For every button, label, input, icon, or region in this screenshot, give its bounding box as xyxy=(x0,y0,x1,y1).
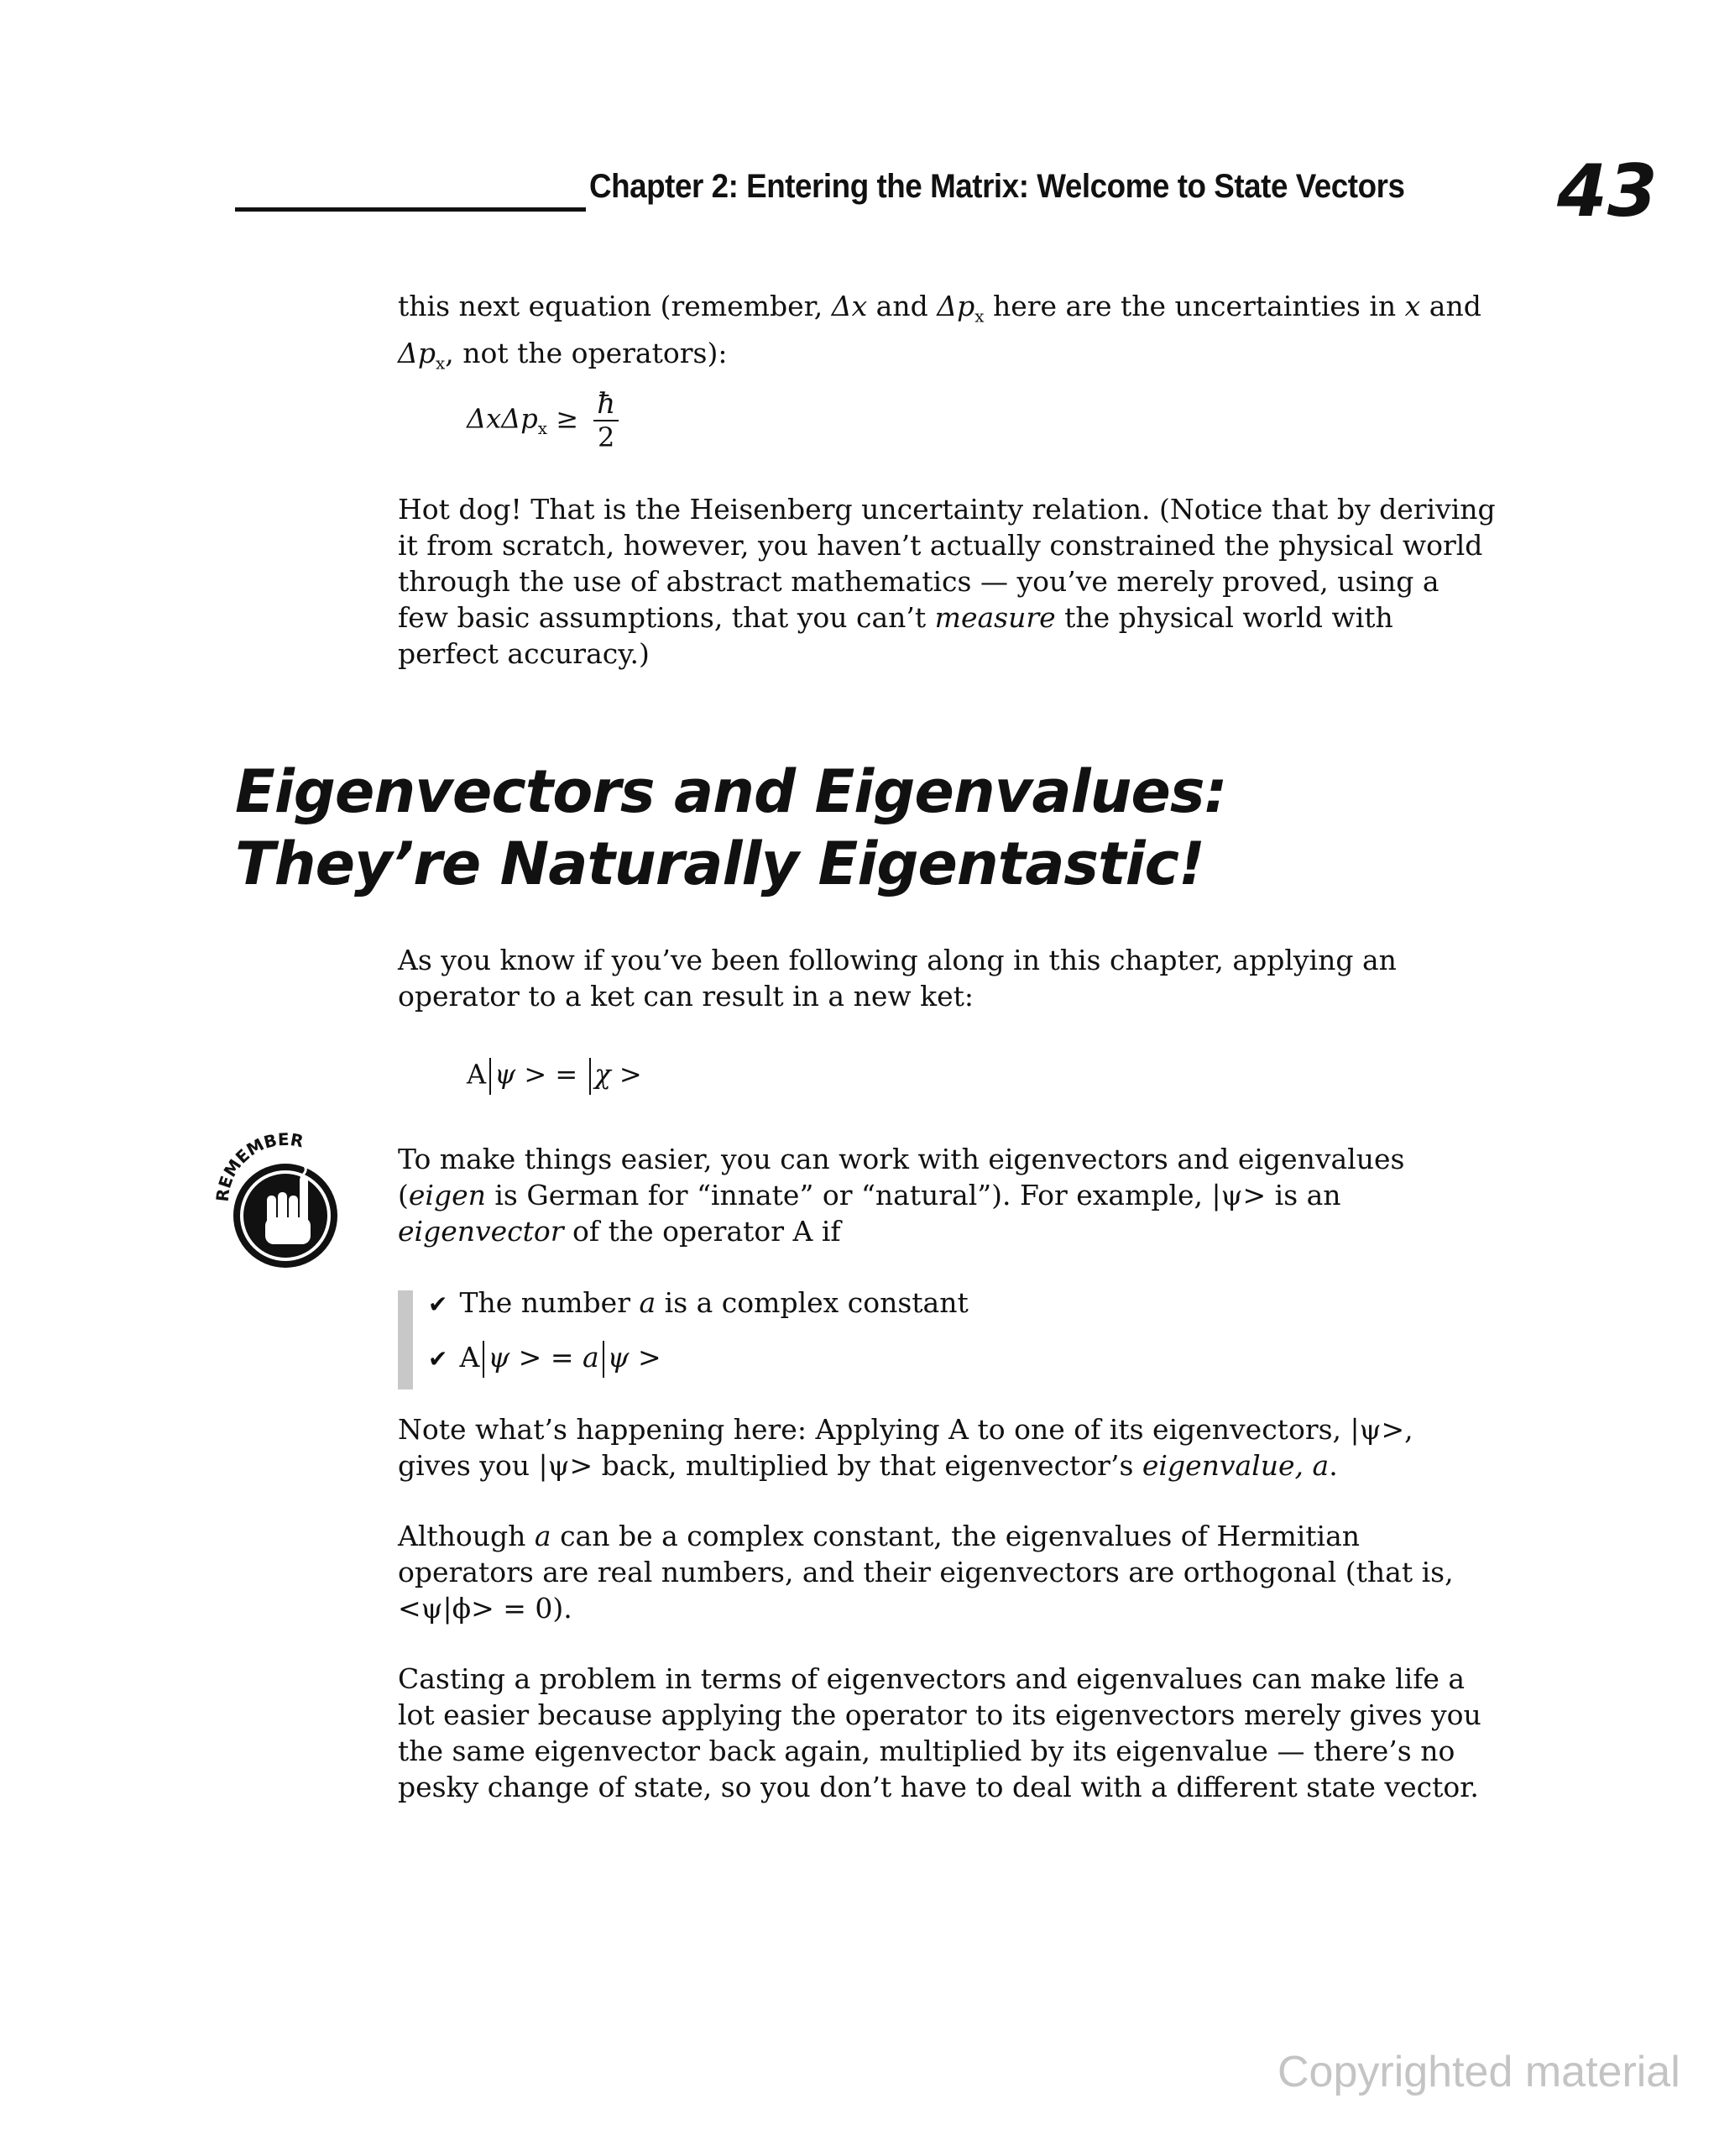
ket-equation: A ψ > = χ > xyxy=(467,1058,642,1095)
operator-paragraph: As you know if you’ve been following along in this chapter, applying an operator to a ket can result in a new ket: xyxy=(398,944,1397,1013)
casting-paragraph: Casting a problem in terms of eigenvectors and eigenvalues can make life a lot easier because applying the operator to its eigenvectors merely gives you the same eigenvector back again, multiplied by its eigenvalue — there’s no pesky change of state, so you don’t have to deal with a different state vector. xyxy=(398,1662,1481,1803)
intro-paragraph: this next equation (remember, Δx and $\Delta p_x$ here are the uncertainties in x and $\Delta p_x$, not the operators): xyxy=(398,290,1481,374)
uncertainty-equation: ΔxΔp$_x$ ≥ $\frac{ħ}{2}$ xyxy=(467,388,619,453)
page-number: 43 xyxy=(1557,149,1658,233)
hermitian-paragraph: Although a can be a complex constant, the eigenvalues of Hermitian operators are real numbers, and their eigenvectors are orthogonal (that is, <ψ|ϕ> = 0). xyxy=(398,1520,1454,1625)
list-bar xyxy=(398,1290,413,1389)
list-item: ✔ A ψ > = a ψ > xyxy=(428,1341,661,1378)
section-heading xyxy=(235,756,1227,900)
check-icon: ✔ xyxy=(428,1345,448,1373)
list-item: ✔ The number a is a complex constant xyxy=(428,1286,969,1319)
heading-line-1: Eigenvectors and Eigenvalues: xyxy=(235,757,1227,826)
note-paragraph: Note what’s happening here: Applying A to one of its eigenvectors, |ψ>, gives you |ψ> back, multiplied by that eigenvector’s eigenvalue, a. xyxy=(398,1413,1413,1482)
heading-line-2: They’re Naturally Eigentastic! xyxy=(235,829,1204,898)
check-icon: ✔ xyxy=(428,1290,448,1318)
header-rule xyxy=(235,207,586,212)
running-head: Chapter 2: Entering the Matrix: Welcome to State Vectors xyxy=(589,168,1405,205)
eigen-paragraph: To make things easier, you can work with eigenvectors and eigenvalues (eigen is German for “innate” or “natural”). For example, |ψ> is an eigenvector of the operator A if xyxy=(398,1143,1405,1248)
copyright-watermark: Copyrighted material xyxy=(1277,2048,1680,2096)
remember-icon xyxy=(210,1125,361,1276)
heisenberg-paragraph: Hot dog! That is the Heisenberg uncertainty relation. (Notice that by deriving it from scratch, however, you haven’t actually constrained the physical world through the use of abstract mathematics — you’ve merely proved, using a few basic assumptions, that you can’t measure the physical world with perfect accuracy.) xyxy=(398,493,1496,670)
remember-label: REMEMBER xyxy=(212,1128,306,1203)
